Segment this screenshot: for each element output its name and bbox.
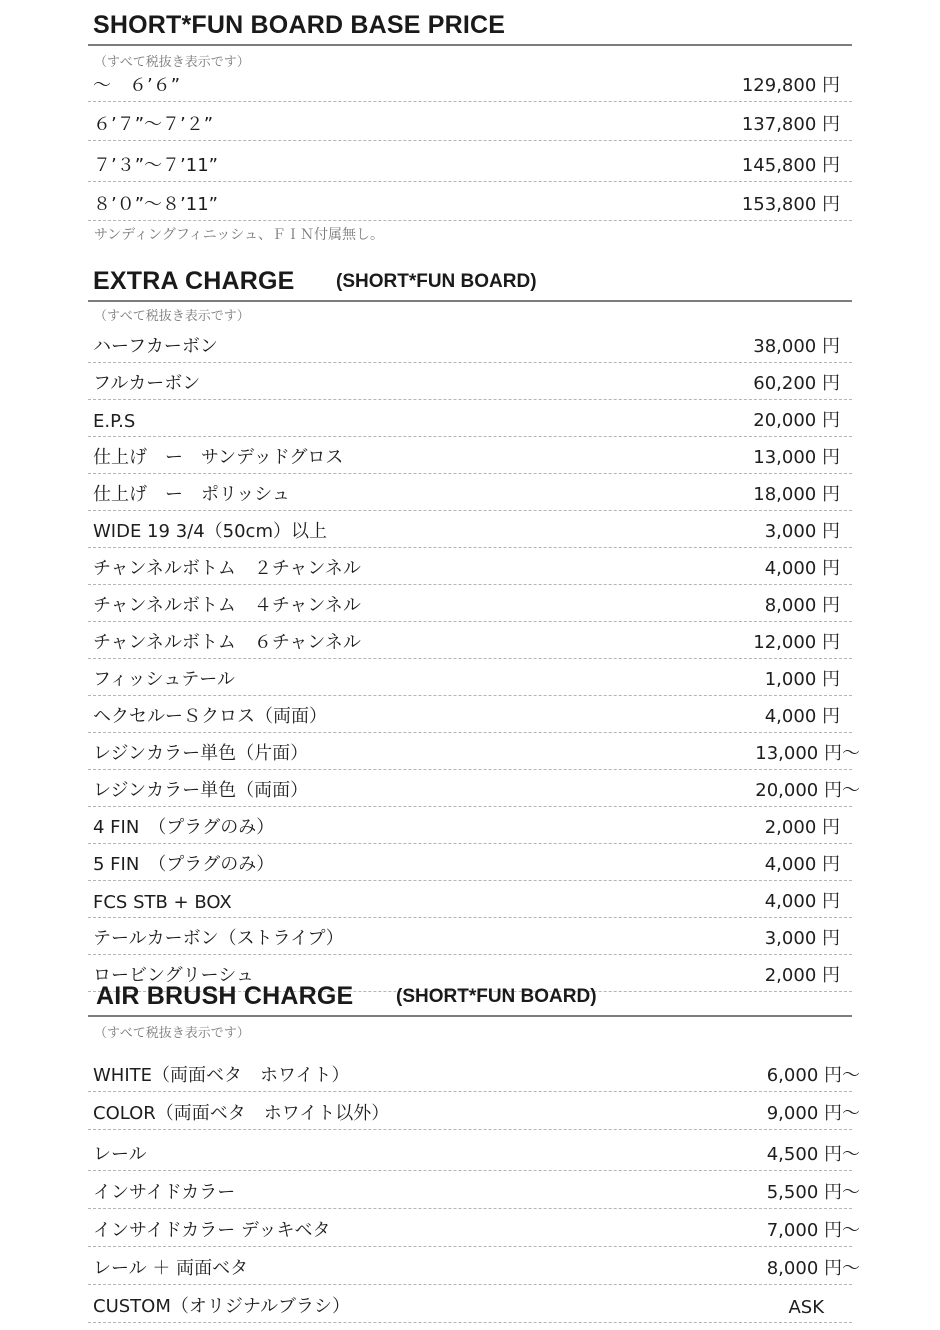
row-label: 仕上げ ー サンデッドグロス (93, 447, 344, 468)
extra-charge-list (88, 326, 860, 992)
base-price-header (88, 0, 852, 46)
row-label: ～ ６’６” (93, 75, 181, 96)
row-price: 3,000 円 (764, 521, 840, 542)
row-label: E.P.S (93, 411, 136, 432)
table-row (88, 326, 852, 363)
table-row (88, 363, 852, 400)
table-row (88, 1092, 860, 1130)
row-label: フィッシュテール (93, 669, 235, 690)
row-price: 4,000 円 (764, 854, 840, 875)
row-label: インサイドカラー (93, 1182, 236, 1203)
row-label: WIDE 19 3/4（50cm）以上 (93, 521, 327, 542)
table-row (88, 141, 852, 182)
row-price: 9,000 円～ (766, 1103, 860, 1124)
row-label: ヘクセルーＳクロス（両面） (93, 706, 327, 727)
row-price: 13,000 円～ (755, 743, 860, 764)
table-row (88, 72, 852, 102)
extra-charge-header (88, 260, 852, 302)
row-price: 13,000 円 (753, 447, 840, 468)
table-row (88, 807, 852, 844)
row-label: テールカーボン（ストライプ） (93, 928, 344, 949)
row-label: ７’３”～７’11” (93, 155, 218, 176)
row-label: フルカーボン (93, 373, 201, 394)
base-price-footnote: サンディングフィニッシュ、ＦＩＮ付属無し。 (94, 227, 384, 243)
row-label: チャンネルボトム ４チャンネル (93, 595, 361, 616)
air-brush-subtitle: (SHORT*FUN BOARD) (396, 986, 597, 1007)
row-price: 1,000 円 (764, 669, 840, 690)
table-row (88, 1043, 860, 1092)
row-price: 2,000 円 (764, 965, 840, 986)
row-label: COLOR（両面ベタ ホワイト以外） (93, 1103, 390, 1124)
table-row (88, 1171, 860, 1209)
row-label: 仕上げ ー ポリッシュ (93, 484, 290, 505)
air-brush-header (88, 975, 852, 1017)
extra-charge-subtitle: (SHORT*FUN BOARD) (336, 271, 537, 292)
row-label: ハーフカーボン (93, 336, 218, 357)
table-row (88, 102, 852, 141)
table-row (88, 770, 860, 807)
row-price: 4,000 円 (764, 706, 840, 727)
row-label: WHITE（両面ベタ ホワイト） (93, 1065, 350, 1086)
row-price: 6,000 円～ (766, 1065, 860, 1086)
row-price: 8,000 円～ (766, 1258, 860, 1279)
table-row (88, 437, 852, 474)
row-price: 5,500 円～ (766, 1182, 860, 1203)
row-price: 60,200 円 (753, 373, 840, 394)
row-label: ６’７”～７’２” (93, 114, 214, 135)
row-label: レジンカラー単色（片面） (93, 743, 309, 764)
base-price-tax-note: （すべて税抜き表示です） (94, 55, 250, 70)
row-price: 20,000 円 (753, 410, 840, 431)
row-label: レール ＋ 両面ベタ (93, 1258, 249, 1279)
row-label: インサイドカラー デッキベタ (93, 1220, 331, 1241)
extra-charge-tax-note: （すべて税抜き表示です） (94, 309, 250, 324)
row-label: ロービングリーシュ (93, 965, 254, 986)
base-price-title: SHORT*FUN BOARD BASE PRICE (93, 11, 506, 39)
row-label: CUSTOM（オリジナルブラシ） (93, 1296, 350, 1317)
table-row (88, 881, 852, 918)
table-row (88, 511, 852, 548)
row-price: 20,000 円～ (755, 780, 860, 801)
row-price: 129,800 円 (741, 75, 840, 96)
table-row (88, 696, 852, 733)
row-price: 4,500 円～ (766, 1144, 860, 1165)
row-price: 4,000 円 (764, 558, 840, 579)
table-row (88, 659, 852, 696)
table-row (88, 1130, 860, 1171)
table-row (88, 585, 852, 622)
row-price: 12,000 円 (753, 632, 840, 653)
air-brush-list (88, 1043, 860, 1323)
air-brush-tax-note: （すべて税抜き表示です） (94, 1026, 250, 1041)
row-price: 8,000 円 (764, 595, 840, 616)
table-row (88, 548, 852, 585)
row-label: レジンカラー単色（両面） (93, 780, 309, 801)
row-label: レール (93, 1144, 147, 1165)
table-row (88, 474, 852, 511)
row-label: チャンネルボトム ６チャンネル (93, 632, 361, 653)
row-price: 2,000 円 (764, 817, 840, 838)
row-label: チャンネルボトム ２チャンネル (93, 558, 361, 579)
base-price-list (88, 72, 852, 221)
row-price: 153,800 円 (741, 194, 840, 215)
table-row (88, 1285, 852, 1323)
table-row (88, 918, 852, 955)
row-price: 18,000 円 (753, 484, 840, 505)
row-price: 3,000 円 (764, 928, 840, 949)
table-row (88, 1247, 860, 1285)
table-row (88, 182, 852, 221)
row-price: 145,800 円 (741, 155, 840, 176)
row-label: FCS STB + BOX (93, 892, 232, 913)
table-row (88, 733, 860, 770)
row-price: 38,000 円 (753, 336, 840, 357)
extra-charge-title: EXTRA CHARGE (93, 267, 295, 295)
row-price: 137,800 円 (741, 114, 840, 135)
row-label: 4 FIN （プラグのみ） (93, 817, 275, 838)
air-brush-title: AIR BRUSH CHARGE (96, 982, 354, 1010)
table-row (88, 1209, 860, 1247)
row-label: 5 FIN （プラグのみ） (93, 854, 275, 875)
base-price-section (88, 0, 852, 245)
table-row (88, 844, 852, 881)
row-price: 7,000 円～ (766, 1220, 860, 1241)
table-row (88, 622, 852, 659)
row-price: ASK (788, 1297, 824, 1318)
table-row (88, 400, 852, 437)
row-price: 4,000 円 (764, 891, 840, 912)
row-label: ８’０”～８’11” (93, 194, 218, 215)
air-brush-section (88, 975, 860, 1323)
extra-charge-section (88, 260, 860, 992)
